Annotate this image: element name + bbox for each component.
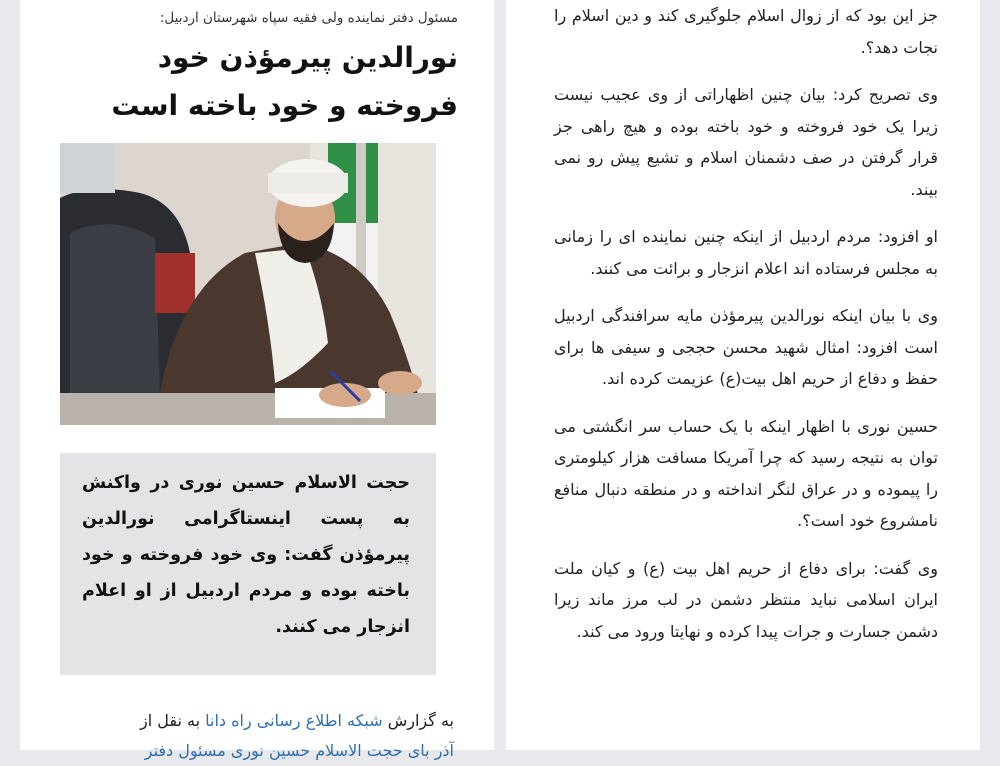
article-body-intro xyxy=(78,706,454,766)
body-second-line[interactable]: آذر بای حجت الاسلام حسین نوری مسئول دفتر xyxy=(144,741,454,760)
article-paragraph: وی گفت: برای دفاع از حریم اهل بیت (ع) و کیان ملت ایران اسلامی نباید منتظر دشمن در لب مرز ماند زیرا دشمن جسارت و جرات پیدا کرده و نهایتا ورود می کند. xyxy=(554,558,938,641)
article-paragraph: حسین نوری با اظهار اینکه با یک حساب سر انگشتی می توان به نتیجه رسید که چرا آمریکا مسافت هزار کیلومتری را پیموده و در عراق لنگر انداخته و در منطقه دنبال منافع نامشروع خود است؟. xyxy=(554,416,938,530)
lead-summary-box xyxy=(60,453,436,675)
article-panel-right xyxy=(506,0,980,750)
source-link[interactable]: شبکه اطلاع رسانی راه دانا xyxy=(205,711,383,730)
body-intro-prefix: به گزارش xyxy=(382,711,454,730)
article-paragraph: وی تصریح کرد: بیان چنین اظهاراتی از وی عجیب نیست زیرا یک خود فروخته و خود باخته بوده و هیچ راهی جز قرار گرفتن در صف دشمنان اسلام و تشیع پیش رو نمی بیند. xyxy=(554,85,938,199)
article-subtitle: مسئول دفتر نماینده ولی فقیه سپاه شهرستان اردبیل: xyxy=(159,10,458,26)
article-headline: نورالدین پیرمؤذن خود فروخته و خود باخته است xyxy=(111,41,458,122)
article-paragraph: او افزود: مردم اردبیل از اینکه چنین نماینده ای را زمانی به مجلس فرستاده اند اعلام انزجار و برائت می کنند. xyxy=(554,227,938,278)
lead-summary-text: حجت الاسلام حسین نوری در واکنش به پست اینستاگرامی نورالدین پیرمؤذن گفت: وی خود فروخته و خود باخته بوده و مردم اردبیل از او اعلام انزجار می کنند. xyxy=(82,473,410,637)
article-paragraph: جز این بود که از زوال اسلام جلوگیری کند و دین اسلام را نجات دهد؟. xyxy=(554,6,938,57)
body-intro-suffix: به نقل از xyxy=(140,711,206,730)
article-panel-left xyxy=(20,0,494,760)
article-paragraph: وی با بیان اینکه نورالدین پیرمؤذن مایه سرافندگی اردبیل است افزود: امثال شهید محسن حججی و سیفی ها برای حفظ و دفاع از حریم اهل بیت(ع) عزیمت کرده اند. xyxy=(554,306,938,388)
article-body xyxy=(554,0,938,647)
article-photo xyxy=(60,143,436,425)
